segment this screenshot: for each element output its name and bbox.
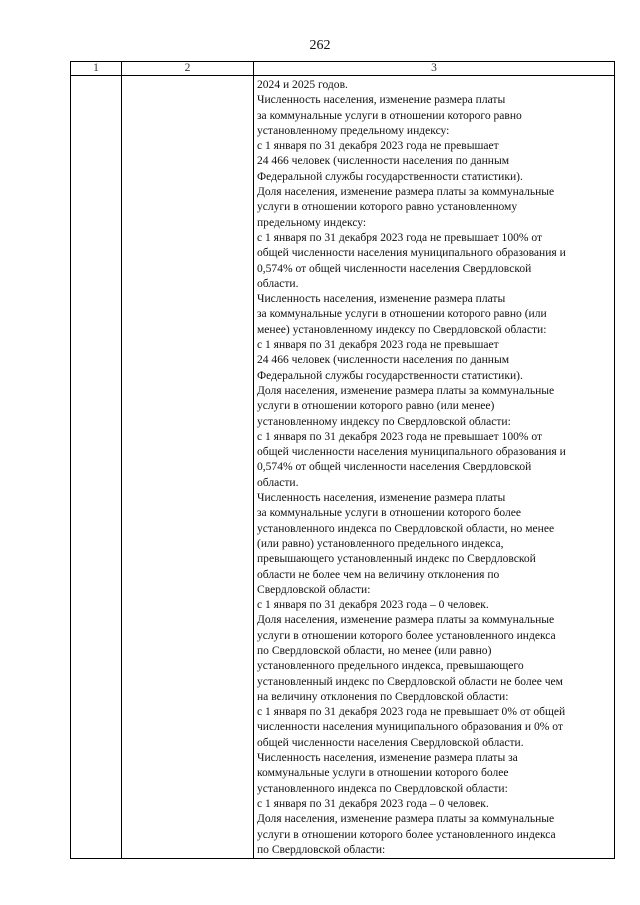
table-header-row bbox=[71, 62, 615, 76]
column-2-cell bbox=[122, 76, 254, 859]
text-line: общей численности населения муниципального образования и bbox=[257, 446, 566, 459]
text-line: Численность населения, изменение размера платы bbox=[257, 94, 506, 107]
column-3-text bbox=[254, 76, 614, 858]
text-line: Доля населения, изменение размера платы за коммунальные bbox=[257, 813, 555, 826]
text-line: установленному индексу по Свердловской области: bbox=[257, 415, 511, 428]
text-line: 24 466 человек (численности населения по данным bbox=[257, 155, 510, 168]
text-line: за коммунальные услуги в отношении которого более bbox=[257, 507, 522, 520]
column-1-header: 1 bbox=[71, 62, 122, 76]
text-line: установленного индекса по Свердловской области, но менее bbox=[257, 522, 555, 535]
text-line: за коммунальные услуги в отношении которого равно (или bbox=[257, 308, 547, 321]
text-line: по Свердловской области, но менее (или равно) bbox=[257, 644, 492, 657]
text-line: области не более чем на величину отклонения по bbox=[257, 568, 500, 581]
text-line: услуги в отношении которого более установленного индекса bbox=[257, 629, 556, 642]
text-line: Доля населения, изменение размера платы за коммунальные bbox=[257, 186, 555, 199]
text-line: Доля населения, изменение размера платы за коммунальные bbox=[257, 384, 555, 397]
column-3-cell bbox=[254, 76, 615, 859]
text-line: установленный индекс по Свердловской области не более чем bbox=[257, 675, 563, 688]
text-line: с 1 января по 31 декабря 2023 года не превышает bbox=[257, 339, 499, 352]
text-line: менее) установленному индексу по Свердловской области: bbox=[257, 323, 547, 336]
text-line: 24 466 человек (численности населения по данным bbox=[257, 354, 510, 367]
text-line: установленного индекса по Свердловской области: bbox=[257, 782, 508, 795]
text-line: с 1 января по 31 декабря 2023 года – 0 человек. bbox=[257, 797, 489, 810]
text-line: численности населения муниципального образования и 0% от bbox=[257, 721, 563, 734]
text-line: области. bbox=[257, 277, 299, 290]
text-line: с 1 января по 31 декабря 2023 года не превышает 0% от общей bbox=[257, 706, 566, 719]
text-line: Федеральной службы государственности статистики). bbox=[257, 170, 523, 183]
text-line: установленного предельного индекса, превышающего bbox=[257, 660, 524, 673]
text-line: за коммунальные услуги в отношении которого равно bbox=[257, 109, 522, 122]
text-line: Численность населения, изменение размера платы за bbox=[257, 752, 518, 765]
text-line: на величину отклонения по Свердловской области: bbox=[257, 690, 509, 703]
text-line: предельному индексу: bbox=[257, 216, 367, 229]
text-line: услуги в отношении которого равно установленному bbox=[257, 201, 518, 214]
text-line: коммунальные услуги в отношении которого более bbox=[257, 767, 509, 780]
text-line: 0,574% от общей численности населения Свердловской bbox=[257, 262, 532, 275]
column-3-header: 3 bbox=[254, 62, 615, 76]
text-line: области. bbox=[257, 476, 299, 489]
table-body-row bbox=[71, 76, 615, 859]
text-line: с 1 января по 31 декабря 2023 года не превышает bbox=[257, 140, 499, 153]
text-line: 0,574% от общей численности населения Свердловской bbox=[257, 461, 532, 474]
text-line: с 1 января по 31 декабря 2023 года – 0 человек. bbox=[257, 599, 489, 612]
text-line: Численность населения, изменение размера платы bbox=[257, 492, 506, 505]
text-line: общей численности населения муниципального образования и bbox=[257, 247, 566, 260]
text-line: с 1 января по 31 декабря 2023 года не превышает 100% от bbox=[257, 430, 543, 443]
text-line: общей численности населения Свердловской области. bbox=[257, 736, 524, 749]
text-line: Доля населения, изменение размера платы за коммунальные bbox=[257, 614, 555, 627]
text-line: Федеральной службы государственности статистики). bbox=[257, 369, 523, 382]
text-line: услуги в отношении которого более установленного индекса bbox=[257, 828, 556, 841]
document-table bbox=[70, 61, 615, 859]
text-line: по Свердловской области: bbox=[257, 843, 386, 856]
column-1-cell bbox=[71, 76, 122, 859]
text-line: Свердловской области: bbox=[257, 583, 371, 596]
page-number: 262 bbox=[309, 38, 331, 53]
text-line: с 1 января по 31 декабря 2023 года не превышает 100% от bbox=[257, 231, 543, 244]
text-line: Численность населения, изменение размера платы bbox=[257, 293, 506, 306]
text-line: услуги в отношении которого равно (или менее) bbox=[257, 400, 495, 413]
text-line: установленному предельному индексу: bbox=[257, 124, 450, 137]
text-line: 2024 и 2025 годов. bbox=[257, 79, 348, 91]
text-line: превышающего установленный индекс по Свердловской bbox=[257, 553, 536, 566]
text-line: (или равно) установленного предельного индекса, bbox=[257, 537, 504, 550]
column-2-header: 2 bbox=[122, 62, 254, 76]
